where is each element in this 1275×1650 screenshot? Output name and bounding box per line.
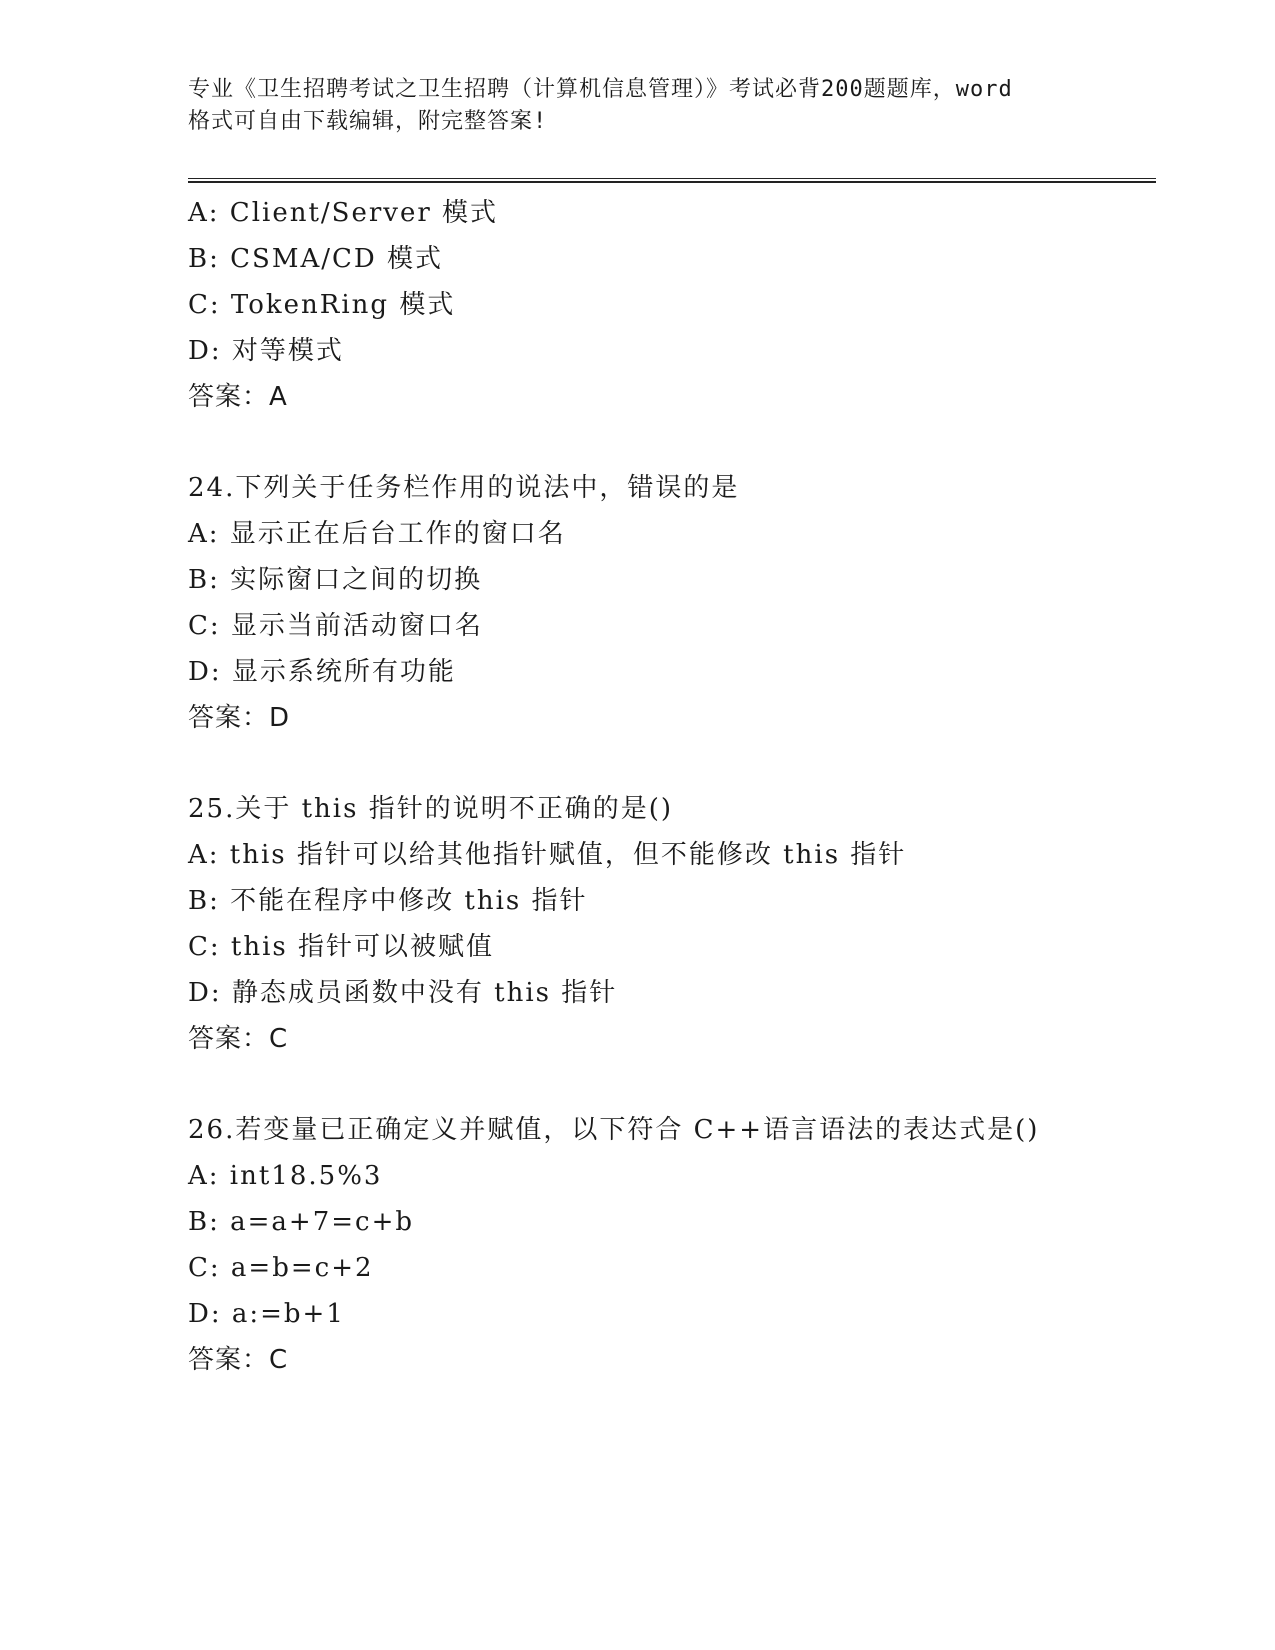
option-c: C: 显示当前活动窗口名 (188, 611, 483, 641)
option-b: B: CSMA/CD 模式 (188, 244, 443, 274)
option-c: C: this 指针可以被赋值 (188, 932, 495, 962)
question-block-25 (188, 786, 1156, 1062)
question-list (188, 190, 1156, 1383)
option-d: D: 静态成员函数中没有 this 指针 (188, 978, 618, 1008)
header-line-1: 专业《卫生招聘考试之卫生招聘（计算机信息管理）》考试必背200题题库，word (188, 77, 1013, 102)
option-c: C: a=b=c+2 (188, 1253, 374, 1283)
question-block-23 (188, 190, 1156, 420)
option-b: B: a=a+7=c+b (188, 1207, 415, 1237)
spacer (188, 420, 1156, 465)
header-divider (188, 178, 1156, 183)
option-c: C: TokenRing 模式 (188, 290, 456, 320)
answer-line: 答案：C (188, 1024, 289, 1054)
answer-line: 答案：C (188, 1345, 289, 1375)
answer-line: 答案：D (188, 703, 291, 733)
header-line-2: 格式可自由下载编辑，附完整答案! (188, 109, 548, 134)
spacer (188, 1062, 1156, 1107)
question-block-26 (188, 1107, 1156, 1383)
question-text: 26.若变量已正确定义并赋值，以下符合 C++语言语法的表达式是() (188, 1115, 1040, 1145)
question-text: 25.关于 this 指针的说明不正确的是() (188, 794, 674, 824)
spacer (188, 741, 1156, 786)
option-d: D: 对等模式 (188, 336, 344, 366)
answer-line: 答案：A (188, 382, 288, 412)
option-a: A: Client/Server 模式 (188, 198, 499, 228)
option-a: A: 显示正在后台工作的窗口名 (188, 519, 566, 549)
option-d: D: a:=b+1 (188, 1299, 345, 1329)
document-header (188, 74, 1088, 138)
option-a: A: this 指针可以给其他指针赋值，但不能修改 this 指针 (188, 840, 907, 870)
option-b: B: 不能在程序中修改 this 指针 (188, 886, 588, 916)
option-b: B: 实际窗口之间的切换 (188, 565, 483, 595)
option-a: A: int18.5%3 (188, 1161, 383, 1191)
question-text: 24.下列关于任务栏作用的说法中，错误的是 (188, 473, 740, 503)
question-block-24 (188, 465, 1156, 741)
option-d: D: 显示系统所有功能 (188, 657, 456, 687)
